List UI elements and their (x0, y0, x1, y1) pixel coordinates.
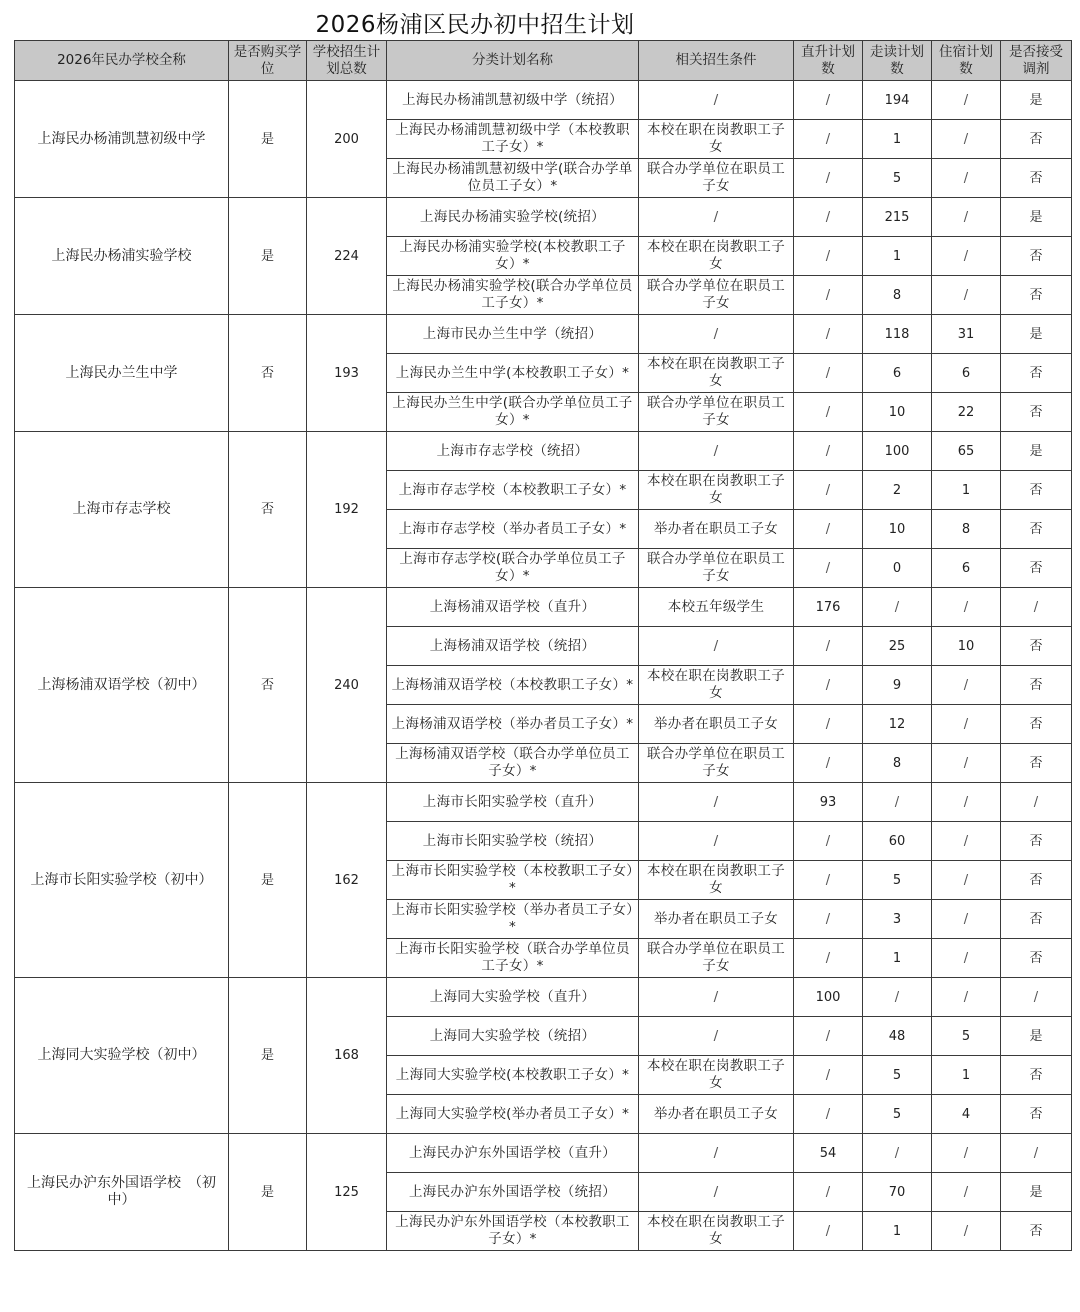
header-total-plan: 学校招生计划总数 (307, 41, 387, 81)
total-plan-cell: 240 (307, 588, 387, 783)
direct-plan-cell: / (794, 1095, 863, 1134)
total-plan-cell: 192 (307, 432, 387, 588)
header-school-name: 2026年民办学校全称 (15, 41, 229, 81)
accept-adjust-cell: / (1001, 1134, 1072, 1173)
boarding-plan-cell: / (932, 861, 1001, 900)
accept-adjust-cell: 否 (1001, 276, 1072, 315)
day-plan-cell: 194 (863, 81, 932, 120)
condition-cell: 本校在职在岗教职工子女 (639, 120, 794, 159)
direct-plan-cell: / (794, 81, 863, 120)
direct-plan-cell: / (794, 822, 863, 861)
day-plan-cell: 2 (863, 471, 932, 510)
condition-cell: / (639, 315, 794, 354)
plan-name-cell: 上海民办杨浦凯慧初级中学(联合办学单位员工子女）* (387, 159, 639, 198)
plan-name-cell: 上海市民办兰生中学（统招） (387, 315, 639, 354)
boarding-plan-cell: / (932, 120, 1001, 159)
direct-plan-cell: / (794, 354, 863, 393)
condition-cell: 举办者在职员工子女 (639, 900, 794, 939)
total-plan-cell: 168 (307, 978, 387, 1134)
accept-adjust-cell: 否 (1001, 510, 1072, 549)
condition-cell: 本校在职在岗教职工子女 (639, 471, 794, 510)
direct-plan-cell: / (794, 1173, 863, 1212)
school-name-cell: 上海民办兰生中学 (15, 315, 229, 432)
condition-cell: 举办者在职员工子女 (639, 1095, 794, 1134)
direct-plan-cell: / (794, 1017, 863, 1056)
header-condition: 相关招生条件 (639, 41, 794, 81)
accept-adjust-cell: 否 (1001, 159, 1072, 198)
total-plan-cell: 200 (307, 81, 387, 198)
direct-plan-cell: / (794, 159, 863, 198)
condition-cell: 本校在职在岗教职工子女 (639, 861, 794, 900)
condition-cell: 本校在职在岗教职工子女 (639, 666, 794, 705)
school-name-cell: 上海市存志学校 (15, 432, 229, 588)
day-plan-cell: 8 (863, 276, 932, 315)
plan-name-cell: 上海杨浦双语学校（联合办学单位员工子女）* (387, 744, 639, 783)
buy-seats-cell: 是 (229, 978, 307, 1134)
boarding-plan-cell: / (932, 978, 1001, 1017)
day-plan-cell: 10 (863, 510, 932, 549)
condition-cell: 联合办学单位在职员工子女 (639, 744, 794, 783)
boarding-plan-cell: 10 (932, 627, 1001, 666)
table-row (15, 81, 1072, 120)
buy-seats-cell: 是 (229, 783, 307, 978)
direct-plan-cell: / (794, 198, 863, 237)
page-title: 2026杨浦区民办初中招生计划 (315, 12, 635, 38)
plan-name-cell: 上海市长阳实验学校（举办者员工子女）* (387, 900, 639, 939)
condition-cell: / (639, 1134, 794, 1173)
day-plan-cell: 1 (863, 939, 932, 978)
school-name-cell: 上海同大实验学校（初中） (15, 978, 229, 1134)
plan-name-cell: 上海民办沪东外国语学校（直升） (387, 1134, 639, 1173)
boarding-plan-cell: / (932, 159, 1001, 198)
day-plan-cell: 118 (863, 315, 932, 354)
boarding-plan-cell: 31 (932, 315, 1001, 354)
enrollment-plan-table (14, 40, 1072, 1251)
day-plan-cell: 10 (863, 393, 932, 432)
condition-cell: 本校在职在岗教职工子女 (639, 237, 794, 276)
boarding-plan-cell: / (932, 783, 1001, 822)
table-body (15, 81, 1072, 1251)
plan-name-cell: 上海市长阳实验学校（直升） (387, 783, 639, 822)
header-boarding-plan: 住宿计划数 (932, 41, 1001, 81)
plan-name-cell: 上海民办沪东外国语学校（统招） (387, 1173, 639, 1212)
condition-cell: 联合办学单位在职员工子女 (639, 939, 794, 978)
buy-seats-cell: 否 (229, 315, 307, 432)
boarding-plan-cell: / (932, 588, 1001, 627)
condition-cell: 联合办学单位在职员工子女 (639, 276, 794, 315)
direct-plan-cell: / (794, 315, 863, 354)
day-plan-cell: / (863, 783, 932, 822)
boarding-plan-cell: / (932, 276, 1001, 315)
condition-cell: 本校在职在岗教职工子女 (639, 1212, 794, 1251)
accept-adjust-cell: 否 (1001, 1056, 1072, 1095)
boarding-plan-cell: / (932, 666, 1001, 705)
day-plan-cell: 1 (863, 237, 932, 276)
accept-adjust-cell: 是 (1001, 315, 1072, 354)
boarding-plan-cell: / (932, 822, 1001, 861)
accept-adjust-cell: 否 (1001, 822, 1072, 861)
header-plan-name: 分类计划名称 (387, 41, 639, 81)
accept-adjust-cell: 是 (1001, 81, 1072, 120)
condition-cell: 本校五年级学生 (639, 588, 794, 627)
accept-adjust-cell: / (1001, 783, 1072, 822)
direct-plan-cell: / (794, 510, 863, 549)
direct-plan-cell: / (794, 1056, 863, 1095)
accept-adjust-cell: 否 (1001, 471, 1072, 510)
table-row (15, 588, 1072, 627)
header-direct-plan: 直升计划数 (794, 41, 863, 81)
direct-plan-cell: / (794, 861, 863, 900)
direct-plan-cell: / (794, 939, 863, 978)
boarding-plan-cell: 8 (932, 510, 1001, 549)
plan-name-cell: 上海市长阳实验学校（本校教职工子女）* (387, 861, 639, 900)
boarding-plan-cell: / (932, 705, 1001, 744)
boarding-plan-cell: / (932, 1173, 1001, 1212)
condition-cell: 本校在职在岗教职工子女 (639, 1056, 794, 1095)
condition-cell: 联合办学单位在职员工子女 (639, 159, 794, 198)
direct-plan-cell: / (794, 744, 863, 783)
boarding-plan-cell: 22 (932, 393, 1001, 432)
condition-cell: / (639, 822, 794, 861)
day-plan-cell: 8 (863, 744, 932, 783)
plan-name-cell: 上海市长阳实验学校（统招） (387, 822, 639, 861)
table-row (15, 1134, 1072, 1173)
day-plan-cell: 48 (863, 1017, 932, 1056)
direct-plan-cell: 93 (794, 783, 863, 822)
condition-cell: 联合办学单位在职员工子女 (639, 549, 794, 588)
boarding-plan-cell: / (932, 1212, 1001, 1251)
direct-plan-cell: / (794, 276, 863, 315)
boarding-plan-cell: / (932, 237, 1001, 276)
boarding-plan-cell: 4 (932, 1095, 1001, 1134)
day-plan-cell: 12 (863, 705, 932, 744)
buy-seats-cell: 是 (229, 81, 307, 198)
accept-adjust-cell: 否 (1001, 120, 1072, 159)
condition-cell: / (639, 978, 794, 1017)
accept-adjust-cell: 否 (1001, 1212, 1072, 1251)
total-plan-cell: 125 (307, 1134, 387, 1251)
accept-adjust-cell: 否 (1001, 627, 1072, 666)
plan-name-cell: 上海民办沪东外国语学校（本校教职工子女）* (387, 1212, 639, 1251)
day-plan-cell: / (863, 1134, 932, 1173)
plan-name-cell: 上海民办兰生中学(本校教职工子女）* (387, 354, 639, 393)
condition-cell: 举办者在职员工子女 (639, 705, 794, 744)
direct-plan-cell: / (794, 237, 863, 276)
day-plan-cell: 5 (863, 861, 932, 900)
boarding-plan-cell: / (932, 198, 1001, 237)
boarding-plan-cell: 1 (932, 1056, 1001, 1095)
direct-plan-cell: / (794, 705, 863, 744)
plan-name-cell: 上海杨浦双语学校（直升） (387, 588, 639, 627)
day-plan-cell: 9 (863, 666, 932, 705)
day-plan-cell: / (863, 978, 932, 1017)
accept-adjust-cell: / (1001, 978, 1072, 1017)
accept-adjust-cell: / (1001, 588, 1072, 627)
condition-cell: / (639, 627, 794, 666)
header-day-plan: 走读计划数 (863, 41, 932, 81)
plan-name-cell: 上海杨浦双语学校（统招） (387, 627, 639, 666)
plan-name-cell: 上海民办兰生中学(联合办学单位员工子女）* (387, 393, 639, 432)
boarding-plan-cell: / (932, 81, 1001, 120)
table-row (15, 978, 1072, 1017)
header-accept-adjust: 是否接受调剂 (1001, 41, 1072, 81)
condition-cell: / (639, 783, 794, 822)
day-plan-cell: 1 (863, 120, 932, 159)
day-plan-cell: 6 (863, 354, 932, 393)
plan-name-cell: 上海民办杨浦实验学校(本校教职工子女）* (387, 237, 639, 276)
plan-name-cell: 上海杨浦双语学校（举办者员工子女）* (387, 705, 639, 744)
buy-seats-cell: 否 (229, 588, 307, 783)
condition-cell: 联合办学单位在职员工子女 (639, 393, 794, 432)
school-name-cell: 上海市长阳实验学校（初中） (15, 783, 229, 978)
boarding-plan-cell: / (932, 939, 1001, 978)
plan-name-cell: 上海杨浦双语学校（本校教职工子女）* (387, 666, 639, 705)
accept-adjust-cell: 是 (1001, 1173, 1072, 1212)
school-name-cell: 上海民办杨浦实验学校 (15, 198, 229, 315)
day-plan-cell: 5 (863, 159, 932, 198)
plan-name-cell: 上海同大实验学校（直升） (387, 978, 639, 1017)
direct-plan-cell: 176 (794, 588, 863, 627)
boarding-plan-cell: 6 (932, 549, 1001, 588)
plan-name-cell: 上海同大实验学校(本校教职工子女）* (387, 1056, 639, 1095)
day-plan-cell: 5 (863, 1095, 932, 1134)
table-row (15, 783, 1072, 822)
plan-name-cell: 上海民办杨浦凯慧初级中学（本校教职工子女）* (387, 120, 639, 159)
day-plan-cell: 60 (863, 822, 932, 861)
accept-adjust-cell: 否 (1001, 900, 1072, 939)
buy-seats-cell: 是 (229, 198, 307, 315)
school-name-cell: 上海杨浦双语学校（初中） (15, 588, 229, 783)
school-name-cell: 上海民办沪东外国语学校 （初中） (15, 1134, 229, 1251)
boarding-plan-cell: / (932, 900, 1001, 939)
school-name-cell: 上海民办杨浦凯慧初级中学 (15, 81, 229, 198)
condition-cell: / (639, 198, 794, 237)
direct-plan-cell: / (794, 471, 863, 510)
direct-plan-cell: / (794, 549, 863, 588)
day-plan-cell: / (863, 588, 932, 627)
direct-plan-cell: / (794, 120, 863, 159)
accept-adjust-cell: 否 (1001, 861, 1072, 900)
direct-plan-cell: / (794, 393, 863, 432)
header-row (15, 41, 1072, 81)
day-plan-cell: 3 (863, 900, 932, 939)
accept-adjust-cell: 否 (1001, 237, 1072, 276)
plan-name-cell: 上海市存志学校（统招） (387, 432, 639, 471)
accept-adjust-cell: 否 (1001, 354, 1072, 393)
accept-adjust-cell: 是 (1001, 1017, 1072, 1056)
direct-plan-cell: / (794, 432, 863, 471)
plan-name-cell: 上海市存志学校（举办者员工子女）* (387, 510, 639, 549)
total-plan-cell: 162 (307, 783, 387, 978)
condition-cell: / (639, 432, 794, 471)
plan-name-cell: 上海市长阳实验学校（联合办学单位员工子女）* (387, 939, 639, 978)
table-row (15, 432, 1072, 471)
total-plan-cell: 224 (307, 198, 387, 315)
day-plan-cell: 25 (863, 627, 932, 666)
table-row (15, 198, 1072, 237)
boarding-plan-cell: / (932, 1134, 1001, 1173)
boarding-plan-cell: 5 (932, 1017, 1001, 1056)
plan-name-cell: 上海同大实验学校（统招） (387, 1017, 639, 1056)
day-plan-cell: 1 (863, 1212, 932, 1251)
direct-plan-cell: 100 (794, 978, 863, 1017)
condition-cell: / (639, 81, 794, 120)
condition-cell: / (639, 1017, 794, 1056)
accept-adjust-cell: 否 (1001, 393, 1072, 432)
accept-adjust-cell: 否 (1001, 939, 1072, 978)
plan-name-cell: 上海民办杨浦凯慧初级中学（统招） (387, 81, 639, 120)
boarding-plan-cell: 65 (932, 432, 1001, 471)
accept-adjust-cell: 否 (1001, 1095, 1072, 1134)
direct-plan-cell: / (794, 666, 863, 705)
day-plan-cell: 5 (863, 1056, 932, 1095)
plan-name-cell: 上海民办杨浦实验学校(联合办学单位员工子女）* (387, 276, 639, 315)
day-plan-cell: 70 (863, 1173, 932, 1212)
accept-adjust-cell: 否 (1001, 666, 1072, 705)
boarding-plan-cell: / (932, 744, 1001, 783)
total-plan-cell: 193 (307, 315, 387, 432)
accept-adjust-cell: 否 (1001, 549, 1072, 588)
plan-name-cell: 上海市存志学校（本校教职工子女）* (387, 471, 639, 510)
table-row (15, 315, 1072, 354)
condition-cell: / (639, 1173, 794, 1212)
day-plan-cell: 0 (863, 549, 932, 588)
plan-name-cell: 上海市存志学校(联合办学单位员工子女）* (387, 549, 639, 588)
accept-adjust-cell: 是 (1001, 198, 1072, 237)
accept-adjust-cell: 否 (1001, 744, 1072, 783)
accept-adjust-cell: 否 (1001, 705, 1072, 744)
boarding-plan-cell: 6 (932, 354, 1001, 393)
plan-name-cell: 上海同大实验学校(举办者员工子女）* (387, 1095, 639, 1134)
direct-plan-cell: / (794, 900, 863, 939)
direct-plan-cell: / (794, 1212, 863, 1251)
buy-seats-cell: 否 (229, 432, 307, 588)
day-plan-cell: 100 (863, 432, 932, 471)
header-buy-seats: 是否购买学位 (229, 41, 307, 81)
condition-cell: 举办者在职员工子女 (639, 510, 794, 549)
direct-plan-cell: 54 (794, 1134, 863, 1173)
boarding-plan-cell: 1 (932, 471, 1001, 510)
direct-plan-cell: / (794, 627, 863, 666)
day-plan-cell: 215 (863, 198, 932, 237)
condition-cell: 本校在职在岗教职工子女 (639, 354, 794, 393)
accept-adjust-cell: 是 (1001, 432, 1072, 471)
buy-seats-cell: 是 (229, 1134, 307, 1251)
plan-name-cell: 上海民办杨浦实验学校(统招） (387, 198, 639, 237)
